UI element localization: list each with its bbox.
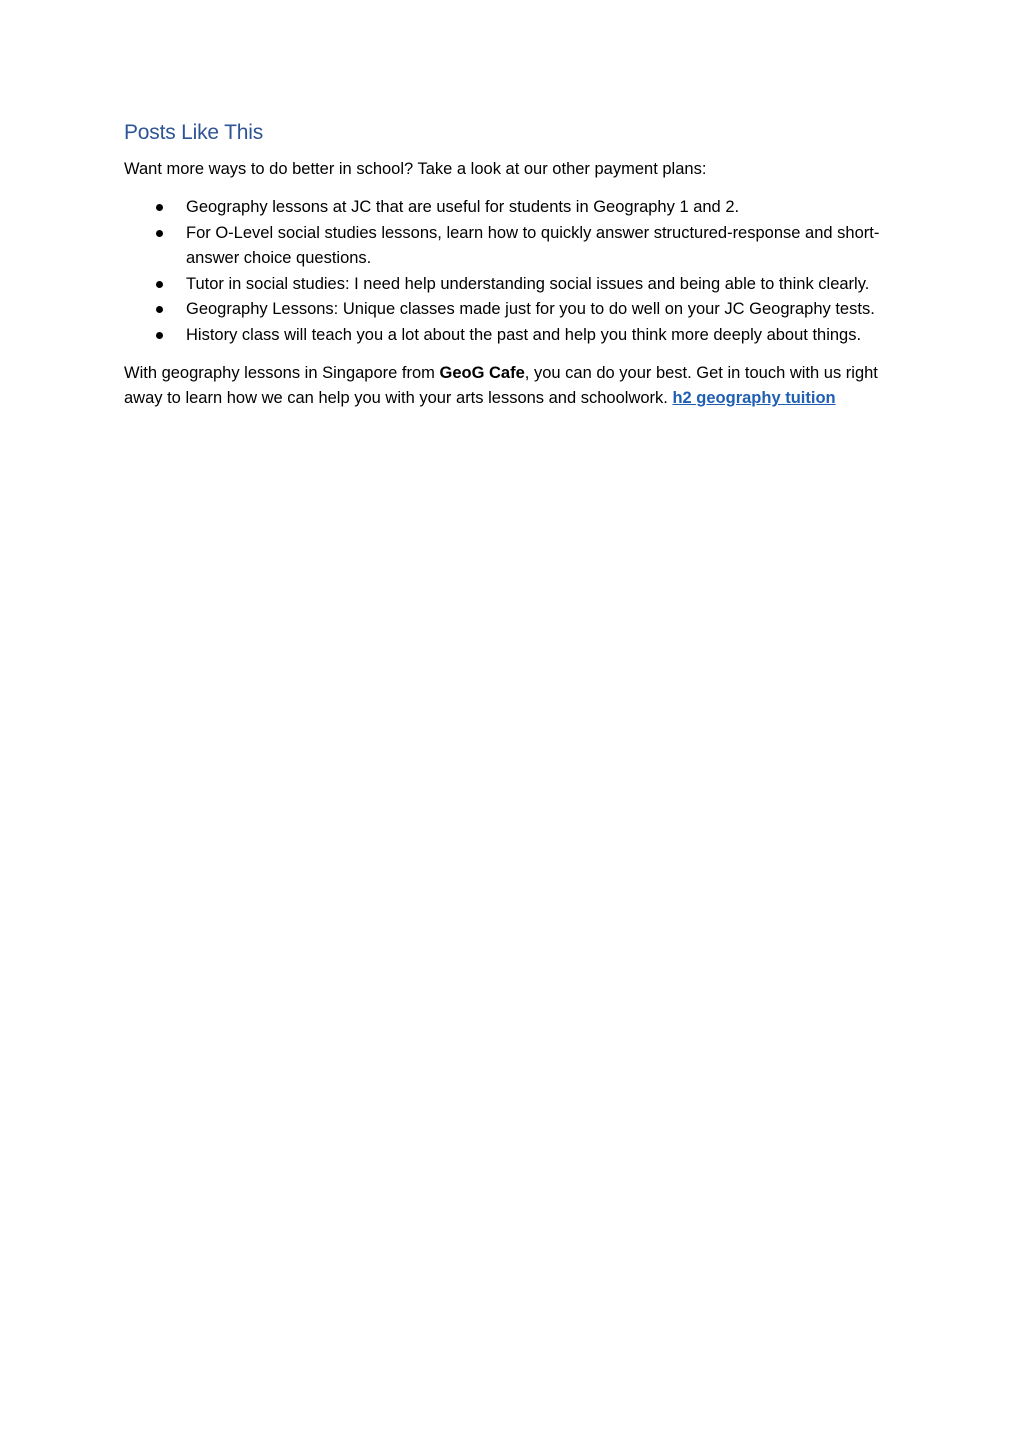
list-item-text: History class will teach you a lot about the past and help you think more deeply about things. bbox=[186, 325, 862, 344]
list-item-text: Geography Lessons: Unique classes made just for you to do well on your JC Geography tests. bbox=[186, 300, 875, 319]
closing-text-before: With geography lessons in Singapore from bbox=[124, 364, 440, 383]
bullet-icon bbox=[156, 306, 163, 313]
bullet-icon bbox=[156, 230, 163, 237]
list-item-text: Geography lessons at JC that are useful for students in Geography 1 and 2. bbox=[186, 198, 740, 217]
intro-paragraph: Want more ways to do better in school? Take a look at our other payment plans: bbox=[124, 160, 707, 179]
bullet-list bbox=[124, 195, 904, 348]
list-item bbox=[124, 272, 904, 298]
list-item-text: Tutor in social studies: I need help understanding social issues and being able to think clearly. bbox=[186, 274, 870, 293]
list-item bbox=[124, 221, 904, 272]
list-item-text: For O-Level social studies lessons, learn how to quickly answer structured-response and short-answer choice questions. bbox=[186, 223, 880, 268]
document-page bbox=[124, 120, 904, 411]
tuition-link[interactable]: h2 geography tuition bbox=[672, 389, 836, 408]
bullet-icon bbox=[156, 281, 163, 288]
list-item bbox=[124, 195, 904, 221]
closing-text-after: , you can do your best. Get in touch with us right away to learn how we can help you with your arts lessons and schoolwork. bbox=[124, 364, 878, 408]
bullet-icon bbox=[156, 332, 163, 339]
closing-paragraph bbox=[124, 361, 904, 411]
list-item bbox=[124, 297, 904, 323]
brand-name: GeoG Cafe bbox=[439, 364, 525, 383]
bullet-icon bbox=[156, 204, 163, 211]
list-item bbox=[124, 323, 904, 349]
section-heading: Posts Like This bbox=[124, 121, 264, 144]
